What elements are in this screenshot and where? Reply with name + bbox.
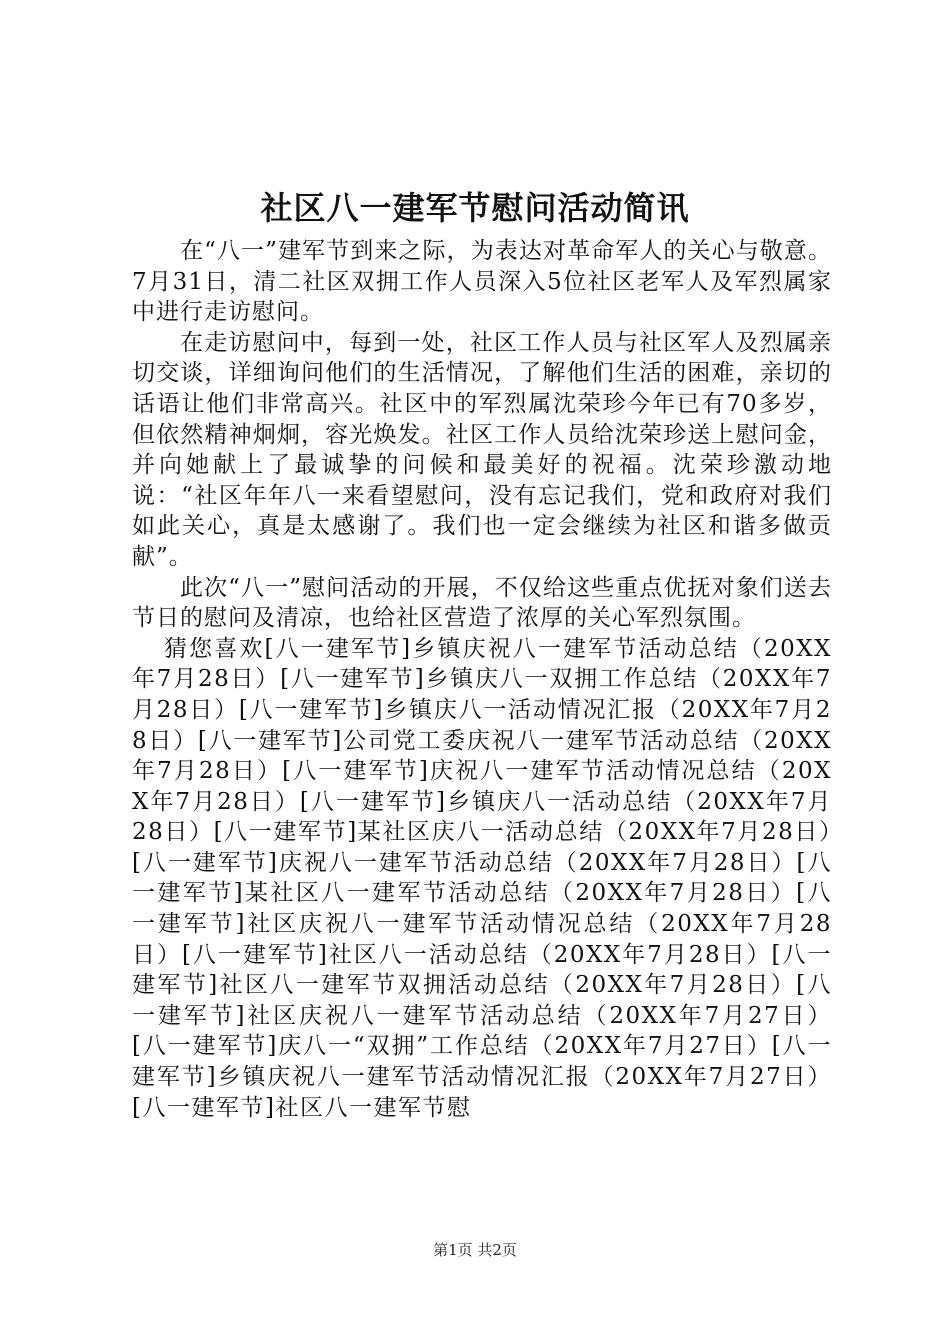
paragraph-conclusion: 此次“八一”慰问活动的开展，不仅给这些重点优抚对象们送去节日的慰问及清凉，也给社区营造了浓厚的关心军烈氛围。 <box>132 574 832 632</box>
page-number-footer: 第1页 共2页 <box>433 1241 517 1259</box>
document-body <box>132 236 832 1123</box>
paragraph-visit: 在走访慰问中，每到一处，社区工作人员与社区军人及烈属亲切交谈，详细询问他们的生活情况，了解他们生活的困难，亲切的话语让他们非常高兴。社区中的军烈属沈荣珍今年已有70多岁，但依然精神炯炯，容光焕发。社区工作人员给沈荣珍送上慰问金，并向她献上了最诚挚的问候和最美好的祝福。沈荣珍激动地说：“社区年年八一来看望慰问，没有忘记我们，党和政府对我们如此关心，真是太感谢了。我们也一定会继续为社区和谐多做贡献”。 <box>132 329 832 570</box>
paragraph-intro: 在“八一”建军节到来之际，为表达对革命军人的关心与敬意。7月31日，清二社区双拥工作人员深入5位社区老军人及军烈属家中进行走访慰问。 <box>132 238 832 326</box>
related-articles[interactable]: 猜您喜欢[八一建军节]乡镇庆祝八一建军节活动总结（20XX年7月28日）[八一建军节]乡镇庆八一双拥工作总结（20XX年7月28日）[八一建军节]乡镇庆八一活动情况汇报（20XX年7月28日）[八一建军节]公司党工委庆祝八一建军节活动总结（20XX年7月28日）[八一建军节]庆祝八一建军节活动情况总结（20XX年7月28日）[八一建军节]乡镇庆八一活动总结（20XX年7月28日）[八一建军节]某社区庆八一活动总结（20XX年7月28日）[八一建军节]庆祝八一建军节活动总结（20XX年7月28日）[八一建军节]某社区八一建军节活动总结（20XX年7月28日）[八一建军节]社区庆祝八一建军节活动情况总结（20XX年7月28日）[八一建军节]社区八一活动总结（20XX年7月28日）[八一建军节]社区八一建军节双拥活动总结（20XX年7月28日）[八一建军节]社区庆祝八一建军节活动总结（20XX年7月27日）[八一建军节]庆八一“双拥”工作总结（20XX年7月27日）[八一建军节]乡镇庆祝八一建军节活动情况汇报（20XX年7月27日）[八一建军节]社区八一建军节慰 <box>132 635 832 1121</box>
document-title: 社区八一建军节慰问活动简讯 <box>260 189 690 227</box>
